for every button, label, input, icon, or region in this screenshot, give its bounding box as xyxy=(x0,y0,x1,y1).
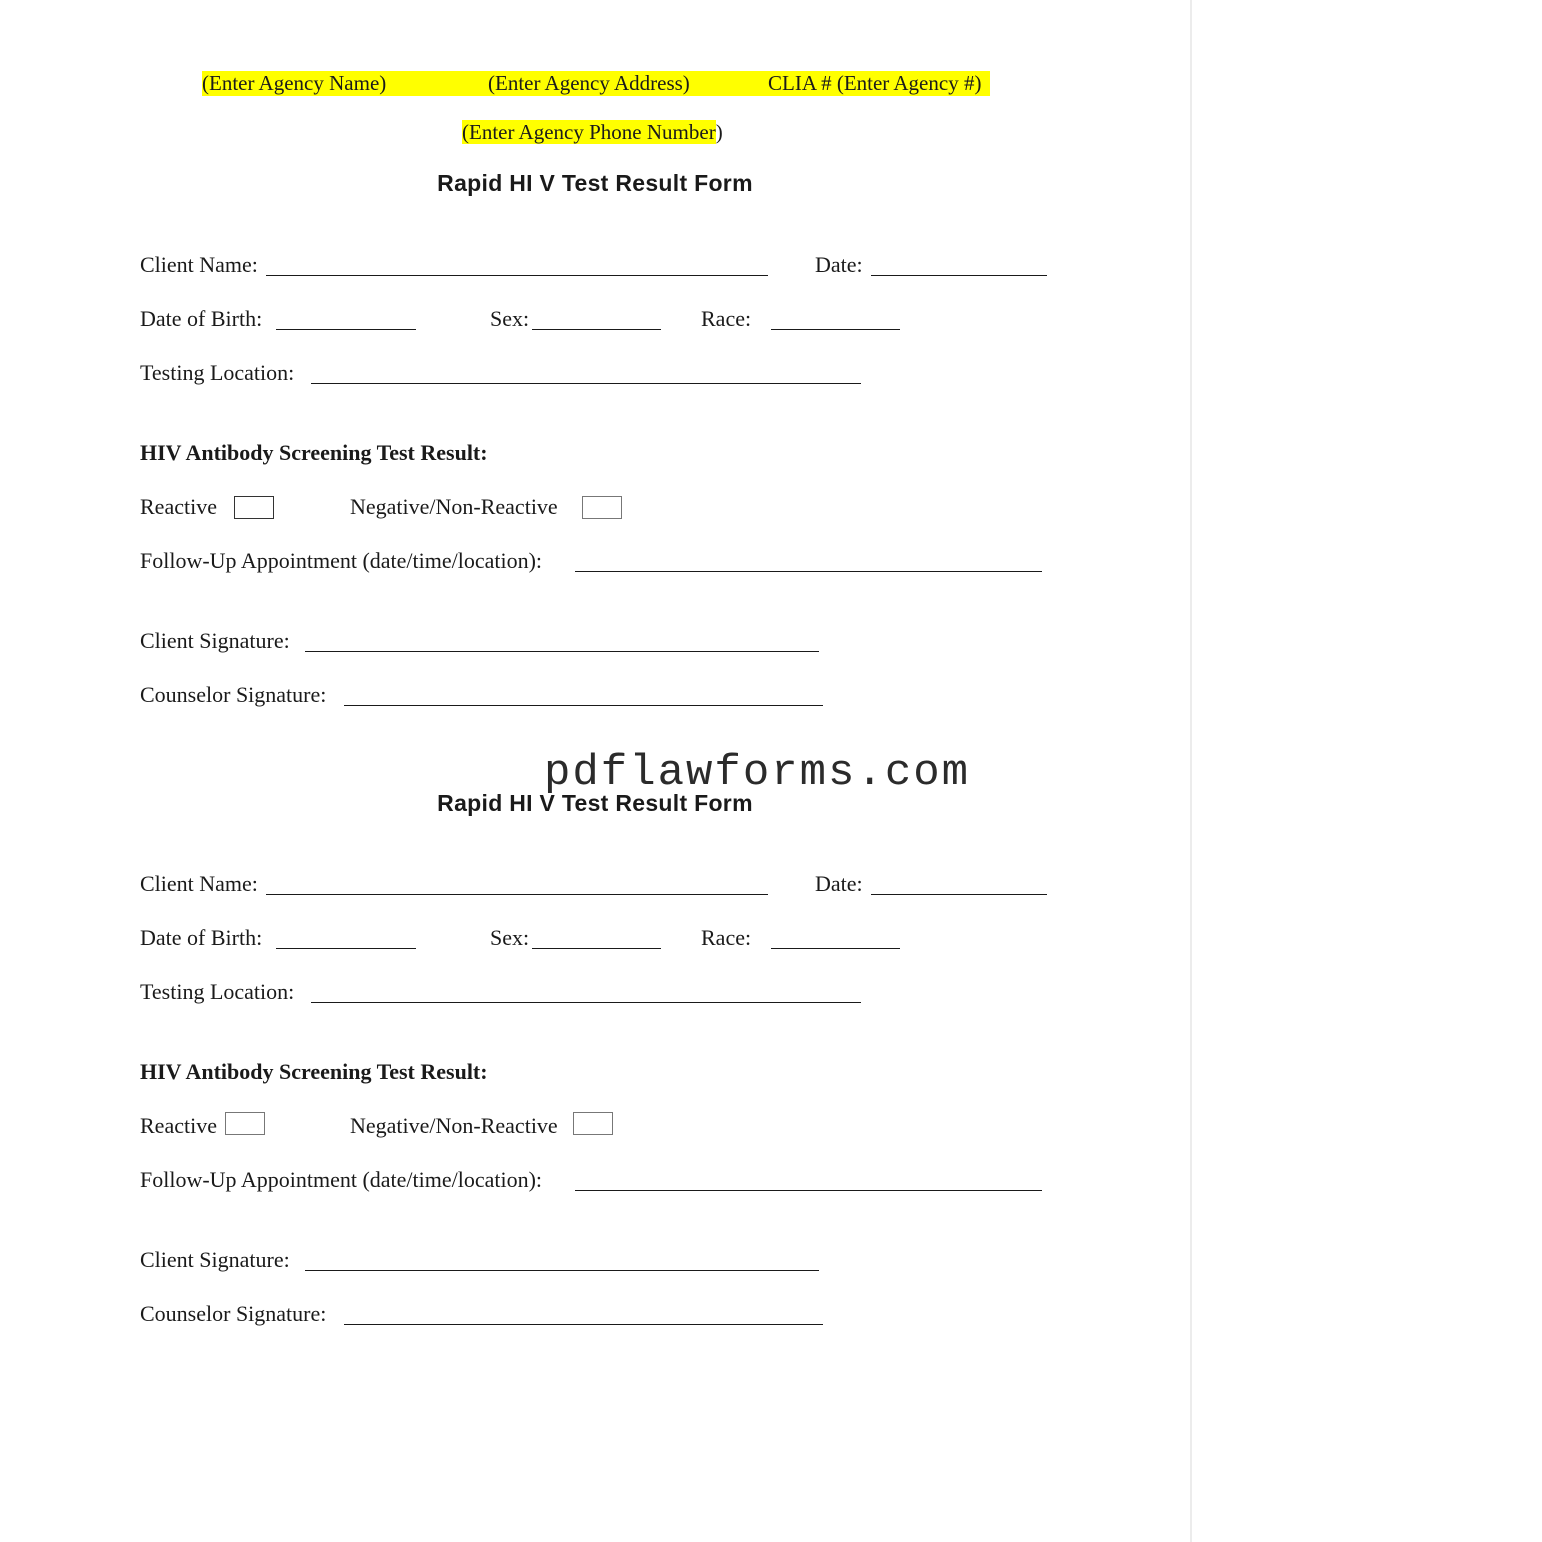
counselor-signature-line[interactable] xyxy=(344,705,823,706)
reactive-label: Reactive xyxy=(140,494,217,519)
counselor-signature-label: Counselor Signature: xyxy=(140,682,327,707)
negative-checkbox[interactable] xyxy=(582,496,622,519)
race-label: Race: xyxy=(701,925,752,950)
race-line[interactable] xyxy=(771,329,900,330)
followup-line[interactable] xyxy=(575,571,1042,572)
counselor-signature-line[interactable] xyxy=(344,1324,823,1325)
date-label: Date: xyxy=(815,871,863,896)
watermark: pdflawforms.com xyxy=(544,748,971,798)
dob-line[interactable] xyxy=(276,329,416,330)
sex-label: Sex: xyxy=(490,925,530,950)
followup-label: Follow-Up Appointment (date/time/location): xyxy=(140,548,543,573)
testing-location-line[interactable] xyxy=(311,1002,861,1003)
page-edge xyxy=(1190,0,1192,1542)
client-name-line[interactable] xyxy=(266,894,768,895)
client-name-label: Client Name: xyxy=(140,871,258,896)
client-name-label: Client Name: xyxy=(140,252,258,277)
clia-number-field[interactable]: CLIA # (Enter Agency #) xyxy=(768,71,982,95)
agency-phone-paren: ) xyxy=(715,120,723,144)
counselor-signature-label: Counselor Signature: xyxy=(140,1301,327,1326)
client-signature-line[interactable] xyxy=(305,1270,819,1271)
agency-phone-row xyxy=(462,119,723,146)
race-line[interactable] xyxy=(771,948,900,949)
sex-line[interactable] xyxy=(532,948,661,949)
reactive-label: Reactive xyxy=(140,1113,217,1138)
client-signature-label: Client Signature: xyxy=(140,628,290,653)
client-name-line[interactable] xyxy=(266,275,768,276)
sex-line[interactable] xyxy=(532,329,661,330)
form-title: Rapid HI V Test Result Form xyxy=(437,170,753,196)
followup-label: Follow-Up Appointment (date/time/location): xyxy=(140,1167,543,1192)
date-label: Date: xyxy=(815,252,863,277)
dob-line[interactable] xyxy=(276,948,416,949)
date-line[interactable] xyxy=(871,894,1047,895)
reactive-checkbox[interactable] xyxy=(234,496,274,519)
race-label: Race: xyxy=(701,306,752,331)
negative-checkbox[interactable] xyxy=(573,1112,613,1135)
reactive-checkbox[interactable] xyxy=(225,1112,265,1135)
form-title: Rapid HI V Test Result Form xyxy=(437,790,753,816)
result-heading: HIV Antibody Screening Test Result: xyxy=(140,440,488,465)
agency-highlight-row xyxy=(202,70,990,97)
result-heading: HIV Antibody Screening Test Result: xyxy=(140,1059,488,1084)
testing-location-label: Testing Location: xyxy=(140,360,295,385)
agency-name-field[interactable]: (Enter Agency Name) xyxy=(202,71,387,95)
dob-label: Date of Birth: xyxy=(140,306,263,331)
sex-label: Sex: xyxy=(490,306,530,331)
testing-location-label: Testing Location: xyxy=(140,979,295,1004)
negative-label: Negative/Non-Reactive xyxy=(350,494,558,519)
negative-label: Negative/Non-Reactive xyxy=(350,1113,558,1138)
agency-address-field[interactable]: (Enter Agency Address) xyxy=(488,71,690,95)
client-signature-label: Client Signature: xyxy=(140,1247,290,1272)
client-signature-line[interactable] xyxy=(305,651,819,652)
date-line[interactable] xyxy=(871,275,1047,276)
testing-location-line[interactable] xyxy=(311,383,861,384)
followup-line[interactable] xyxy=(575,1190,1042,1191)
agency-phone-field[interactable]: (Enter Agency Phone Number xyxy=(462,120,716,144)
dob-label: Date of Birth: xyxy=(140,925,263,950)
